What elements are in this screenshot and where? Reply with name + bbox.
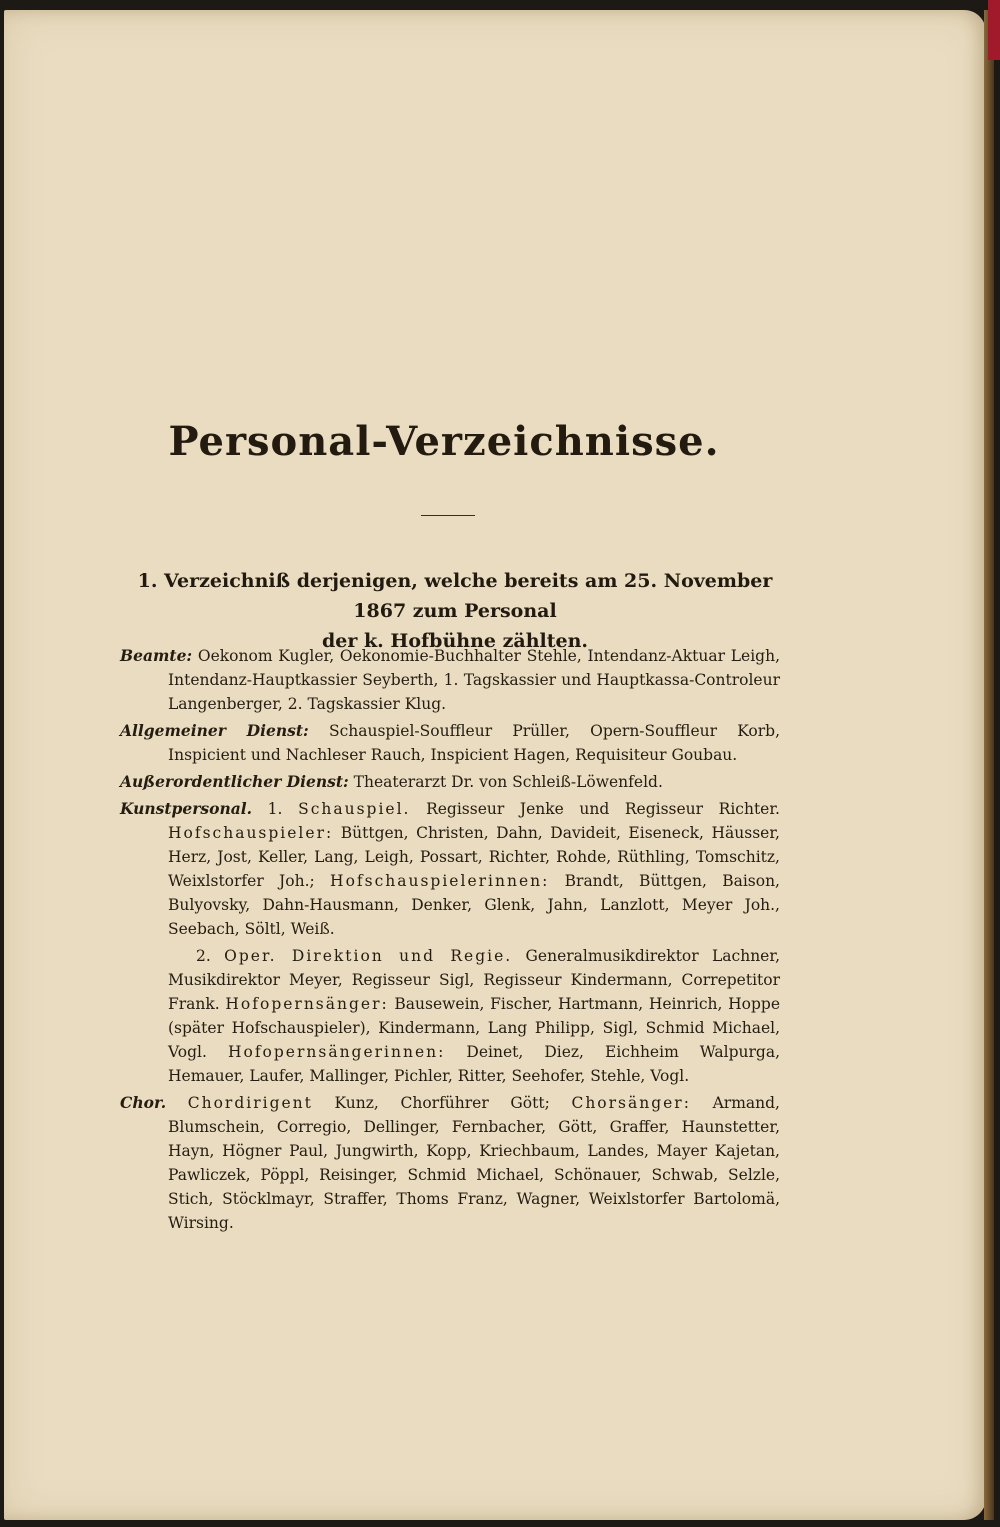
entry-subheading: Chorsänger:: [571, 1094, 691, 1112]
entry-text: Büttgen, Christen, Dahn, Davideit, Eiseneck, Häusser, Herz, Jost, Keller, Lang, Leigh, Possart, Richter, Rohde, Rüthling, Tomschitz, Weixlstorfer Joh.;: [168, 824, 780, 890]
entry-label: Allgemeiner Dienst:: [120, 721, 309, 740]
entry-subheading: Hofopernsängerinnen:: [227, 1043, 446, 1061]
entry-text: Schauspiel-Souffleur Prüller, Opern-Souffleur Korb, Inspicient und Nachleser Rauch, Inspicient Hagen, Requisiteur Goubau.: [168, 722, 780, 764]
entry-label: Außerordentlicher Dienst:: [120, 772, 349, 791]
entry-text: Regisseur Jenke und Regisseur Richter.: [410, 800, 780, 818]
entry-text: [166, 1094, 188, 1112]
document-body: [120, 644, 780, 1238]
entry-label: Beamte:: [120, 646, 193, 665]
section-title-line-2: der k. Hofbühne zählten.: [321, 630, 589, 652]
entry-text: Deinet, Diez, Eichheim Walpurga, Hemauer, Laufer, Mallinger, Pichler, Ritter, Seehofer, Stehle, Vogl.: [168, 1043, 780, 1085]
entry-kunstpersonal-schauspiel: [120, 797, 780, 941]
entry-subheading: Hofopernsänger:: [225, 995, 389, 1013]
entry-text: 1.: [252, 800, 299, 818]
entry-chor: [120, 1091, 780, 1235]
entry-text: Kunz, Chorführer Gött;: [312, 1094, 572, 1112]
section-title: [110, 566, 800, 656]
entry-subheading: Hofschauspielerinnen:: [330, 872, 550, 890]
entry-kunstpersonal-oper: [120, 944, 780, 1088]
entry-text: Armand, Blumschein, Corregio, Dellinger, Fernbacher, Gött, Graffer, Haunstetter, Hayn, Högner Paul, Jungwirth, Kopp, Kriechbaum, Landes, Mayer Kajetan, Pawliczek, Pöppl, Reisinger, Schmid Michael, Schönauer, Schwab, Selzle, Stich, Stöcklmayr, Straffer, Thoms Franz, Wagner, Weixlstorfer Bartolomä, Wirsing.: [168, 1094, 780, 1232]
page-edge: [984, 10, 994, 1520]
entry-text: Theaterarzt Dr. von Schleiß-Löwenfeld.: [348, 773, 663, 791]
page-heading: Personal-Verzeichnisse.: [168, 418, 720, 465]
entry-subheading: Chordirigent: [187, 1094, 313, 1112]
entry-label: Chor.: [120, 1093, 167, 1112]
entry-beamte: [120, 644, 780, 716]
entry-allgemeiner-dienst: [120, 719, 780, 767]
entry-text: Generalmusikdirektor Lachner, Musikdirektor Meyer, Regisseur Sigl, Regisseur Kindermann, Correpetitor Frank.: [168, 947, 780, 1013]
heading-divider: [421, 515, 475, 516]
bookmark-ribbon: [988, 0, 1000, 60]
entry-text: 2.: [196, 947, 225, 965]
entry-text: Oekonom Kugler, Oekonomie-Buchhalter Stehle, Intendanz-Aktuar Leigh, Intendanz-Hauptkassier Seyberth, 1. Tagskassier und Hauptkassa-Controleur Langenberger, 2. Tagskassier Klug.: [168, 647, 780, 713]
entry-subheading: Hofschauspieler:: [168, 824, 334, 842]
entry-subheading: Schauspiel.: [298, 800, 411, 818]
section-title-line-1: 1. Verzeichniß derjenigen, welche bereits am 25. November 1867 zum Personal: [137, 570, 773, 622]
entry-subheading: Oper. Direktion und Regie.: [224, 947, 513, 965]
entry-text: Brandt, Büttgen, Baison, Bulyovsky, Dahn-Hausmann, Denker, Glenk, Jahn, Lanzlott, Meyer Joh., Seebach, Söltl, Weiß.: [168, 872, 780, 938]
entry-ausserordentlicher-dienst: [120, 770, 780, 794]
entry-label: Kunstpersonal.: [120, 799, 253, 818]
entry-text: Bausewein, Fischer, Hartmann, Heinrich, Hoppe (später Hofschauspieler), Kindermann, Lang Philipp, Sigl, Schmid Michael, Vogl.: [168, 995, 781, 1061]
